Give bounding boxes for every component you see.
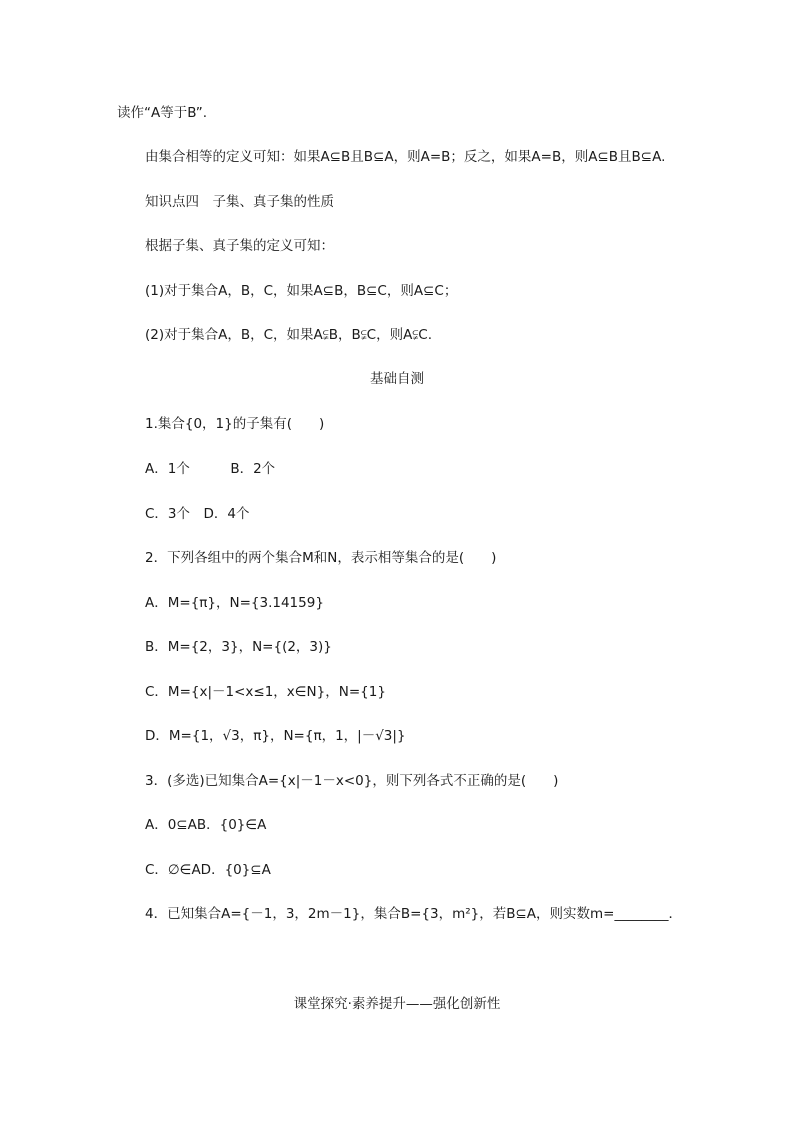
question-1: 1.集合{0，1}的子集有( ) xyxy=(145,416,325,432)
question-2-option-c: C．M={x|－1<x≤1，x∈N}，N={1} xyxy=(145,684,386,700)
question-3: 3．(多选)已知集合A={x|－1－x<0}，则下列各式不正确的是( ) xyxy=(145,773,559,789)
question-1-options-cd: C．3个 D．4个 xyxy=(145,506,250,522)
text-line-4: 根据子集、真子集的定义可知： xyxy=(145,238,334,254)
question-1-options-ab: A．1个 B．2个 xyxy=(145,461,276,477)
property-2: (2)对于集合A，B，C，如果A⫋B，B⫋C，则A⫋C. xyxy=(145,327,433,343)
question-2-option-b: B．M={2，3}，N={(2，3)} xyxy=(145,639,332,655)
question-3-options-cd: C．∅∈AD．{0}⊆A xyxy=(145,862,271,878)
question-2-option-a: A．M={π}，N={3.14159} xyxy=(145,595,324,611)
question-4: 4．已知集合A={－1，3，2m－1}，集合B={3，m²}，若B⊆A，则实数m=________． xyxy=(145,906,682,922)
question-3-options-ab: A．0⊆AB．{0}∈A xyxy=(145,817,267,833)
text-line-2: 由集合相等的定义可知：如果A⊆B且B⊆A，则A=B；反之，如果A=B，则A⊆B且B⊆A. xyxy=(145,149,666,165)
footer-title: 课堂探究·素养提升——强化创新性 xyxy=(293,996,501,1012)
text-line-1: 读作“A等于B”. xyxy=(117,105,208,121)
section-title: 基础自测 xyxy=(370,371,424,387)
knowledge-point-heading: 知识点四 子集、真子集的性质 xyxy=(145,194,334,210)
question-2-option-d: D．M={1，√3，π}，N={π，1，|－√3|} xyxy=(145,728,406,744)
property-1: (1)对于集合A，B，C，如果A⊆B，B⊆C，则A⊆C； xyxy=(145,283,458,299)
question-2: 2．下列各组中的两个集合M和N，表示相等集合的是( ) xyxy=(145,550,497,566)
